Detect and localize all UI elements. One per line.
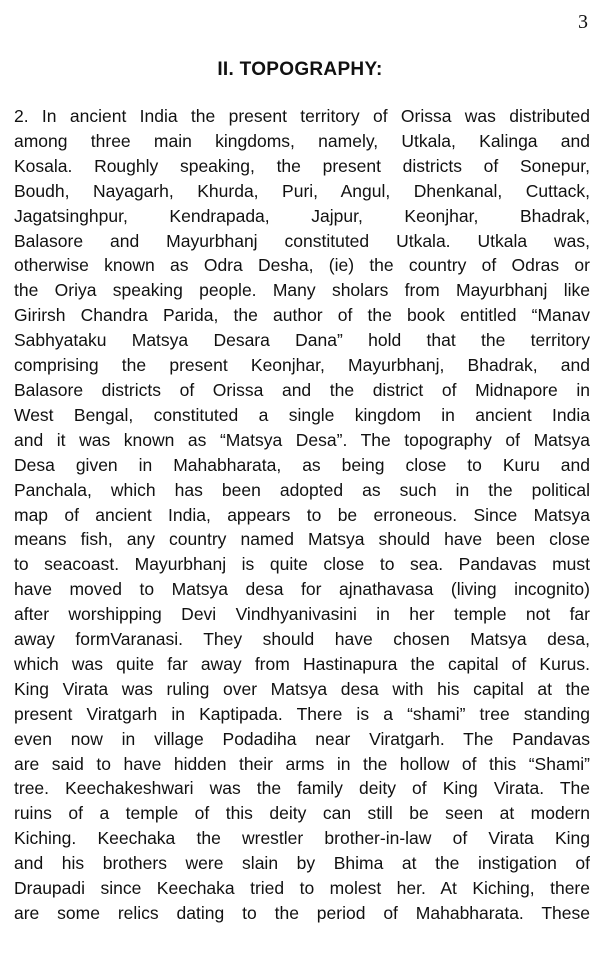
text-line: Draupadi since Keechaka tried to molest her. At Kiching, there xyxy=(14,878,590,899)
page-number: 3 xyxy=(578,11,588,33)
text-line: otherwise known as Odra Desha, (ie) the country of Odras or xyxy=(14,255,590,276)
text-line: are some relics dating to the period of Mahabharata. These xyxy=(14,903,590,923)
text-line: after worshipping Devi Vindhyanivasini in her temple not far xyxy=(14,604,590,625)
text-line: are said to have hidden their arms in the hollow of this “Shami” xyxy=(14,753,590,774)
text-line: and it was known as “Matsya Desa”. The topography of Matsya xyxy=(14,429,590,450)
text-line: away formVaranasi. They should have chosen Matsya desa, xyxy=(14,629,590,650)
text-line: 2. In ancient India the present territory of Orissa was distributed xyxy=(14,106,590,126)
text-line: Girirsh Chandra Parida, the author of the book entitled “Manav xyxy=(14,305,590,326)
text-line: means fish, any country named Matsya should have been close xyxy=(14,529,590,550)
text-line: tree. Keechakeshwari was the family deity of King Virata. The xyxy=(14,778,590,799)
body-paragraph xyxy=(14,104,590,926)
text-line: Kosala. Roughly speaking, the present districts of Sonepur, xyxy=(14,155,590,176)
text-line: present Viratgarh in Kaptipada. There is a “shami” tree standing xyxy=(14,703,590,724)
text-line: Balasore and Mayurbhanj constituted Utkala. Utkala was, xyxy=(14,230,590,251)
text-line: which was quite far away from Hastinapura the capital of Kurus. xyxy=(14,653,590,674)
text-line: Panchala, which has been adopted as such in the political xyxy=(14,479,590,500)
text-line: to seacoast. Mayurbhanj is quite close to sea. Pandavas must xyxy=(14,554,590,575)
text-line: Desa given in Mahabharata, as being close to Kuru and xyxy=(14,454,590,475)
text-line: among three main kingdoms, namely, Utkala, Kalinga and xyxy=(14,130,590,151)
text-line: Sabhyataku Matsya Desara Dana” hold that the territory xyxy=(14,330,590,351)
text-line: West Bengal, constituted a single kingdom in ancient India xyxy=(14,404,590,425)
section-heading: II. TOPOGRAPHY: xyxy=(217,59,383,80)
text-line: Boudh, Nayagarh, Khurda, Puri, Angul, Dhenkanal, Cuttack, xyxy=(14,180,590,201)
text-line: comprising the present Keonjhar, Mayurbhanj, Bhadrak, and xyxy=(14,355,590,376)
text-line: ruins of a temple of this deity can still be seen at modern xyxy=(14,803,590,824)
text-line: Kiching. Keechaka the wrestler brother-in-law of Virata King xyxy=(14,828,590,849)
text-line: and his brothers were slain by Bhima at the instigation of xyxy=(14,853,590,874)
text-line: have moved to Matsya desa for ajnathavasa (living incognito) xyxy=(14,579,590,600)
text-line: map of ancient India, appears to be erroneous. Since Matsya xyxy=(14,504,590,525)
text-line: Balasore districts of Orissa and the district of Midnapore in xyxy=(14,379,590,400)
text-line: the Oriya speaking people. Many sholars from Mayurbhanj like xyxy=(14,280,590,301)
text-line: Jagatsinghpur, Kendrapada, Jajpur, Keonjhar, Bhadrak, xyxy=(14,205,590,226)
text-line: King Virata was ruling over Matsya desa with his capital at the xyxy=(14,678,590,699)
text-line: even now in village Podadiha near Viratgarh. The Pandavas xyxy=(14,728,590,749)
